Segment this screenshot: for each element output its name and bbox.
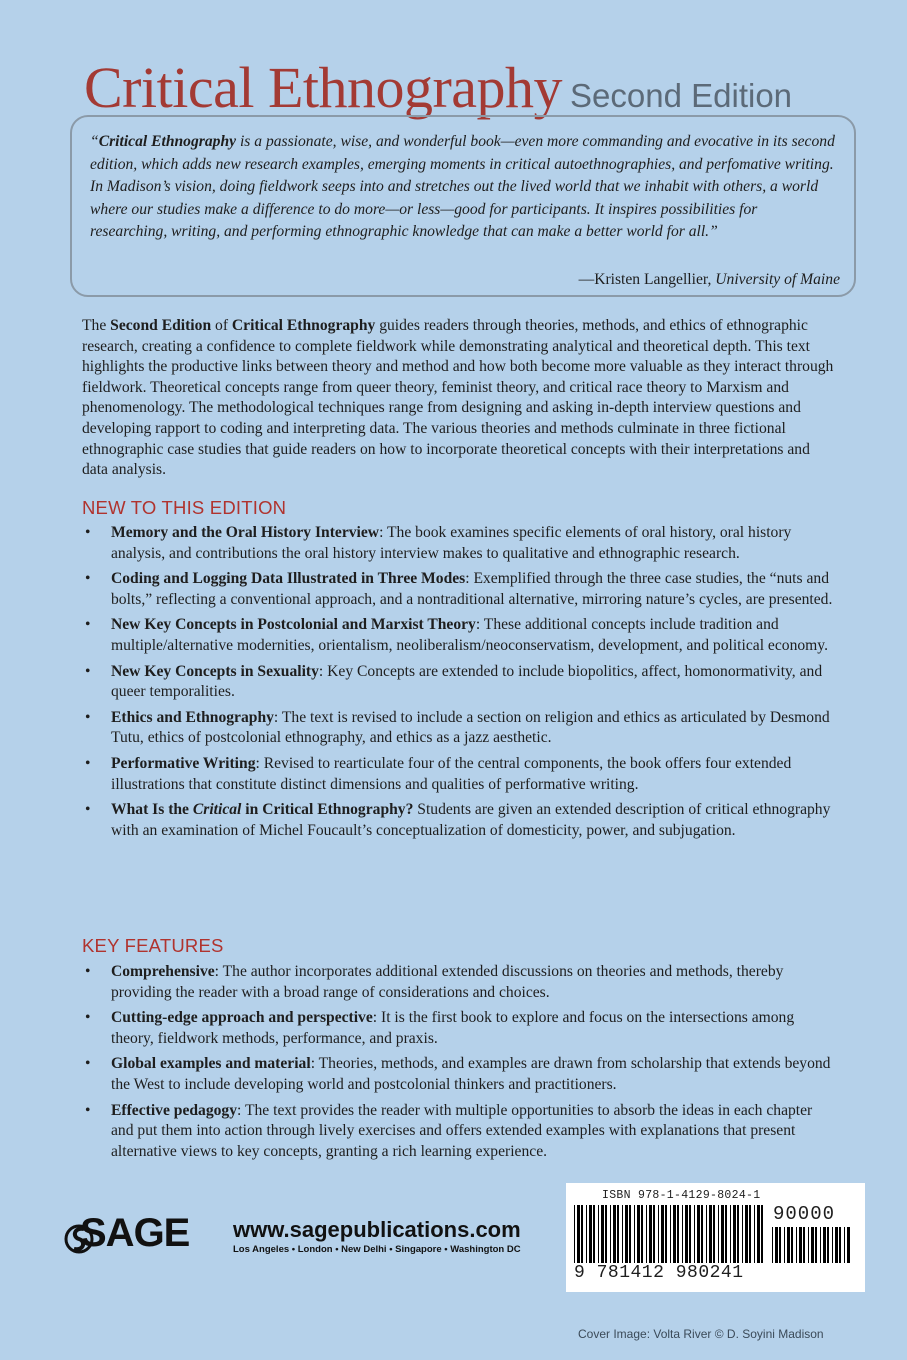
endorsement-quote (90, 131, 838, 244)
barcode-bar (661, 1205, 664, 1263)
new-edition-heading: NEW TO THIS EDITION (82, 497, 287, 518)
barcode-bar (577, 1205, 580, 1263)
barcode-bar (808, 1227, 809, 1263)
list-item (82, 1008, 834, 1049)
book-title (84, 54, 792, 121)
barcode-bar (589, 1205, 592, 1263)
item-title: Cutting-edge approach and perspective (111, 1009, 373, 1027)
barcode-bar (713, 1205, 715, 1263)
barcode-bar (811, 1227, 814, 1263)
list-item (82, 615, 834, 656)
item-text: : The author incorporates additional extended discussions on theories and methods, thereby providing the reader with a broad range of considerations and choices. (111, 963, 784, 1001)
intro-text: guides readers through theories, methods, and ethics of ethnographic research, creating a confidence to complete fieldwork while demonstrating analytical and theoretical depth. This text highlights the productive links between theory and method and how both become more valuable as they interact through fieldwork. Theoretical concepts range from queer theory, feminist theory, and critical race theory to Marxism and phenomenology. The methodological techniques range from designing and asking in-depth interview questions and developing rapport to coding and interpreting data. The various theories and methods culminate in three fictional ethnographic case studies that guide readers on how to incorporate theoretical concepts with their interpretations and data analysis. (82, 317, 834, 479)
barcode-bar (598, 1205, 599, 1263)
item-title-italic: Critical (192, 801, 242, 819)
barcode-bar (637, 1205, 640, 1263)
barcode-bar (820, 1227, 821, 1263)
barcode-bar (622, 1205, 623, 1263)
title-edition: Second Edition (570, 77, 793, 114)
barcode-bar (625, 1205, 628, 1263)
barcode-bar (641, 1205, 643, 1263)
barcode-bar (775, 1227, 778, 1263)
bullet: • (85, 524, 91, 541)
barcode-bar (737, 1205, 739, 1263)
barcode-bar (839, 1227, 841, 1263)
item-title: Effective pedagogy (111, 1101, 238, 1119)
item-title (111, 801, 413, 818)
barcode-bar (832, 1227, 833, 1263)
list-item (82, 754, 834, 795)
barcode-bar (761, 1205, 763, 1263)
quote-body: is a passionate, wise, and wonderful book—even more commanding and evocative in its second edition, which adds new research examples, emerging moments in critical autoethnographies, and perfomative writing. In Madison’s vision, doing fieldwork seeps into and stretches out the lived world that we inhabit with others, a world where our studies make a difference to do more—or less—good for participants. It inspires possibilities for researching, writing, and performing ethnographic knowledge that can make a better world for all.” (90, 133, 835, 241)
intro-text: The (82, 317, 111, 334)
item-text: : Exemplified through the three case studies, the “nuts and bolts,” reflecting a conventional approach, and a nontraditional alternative, mirroring nature’s cycles, are presented. (111, 570, 833, 608)
item-text: : These additional concepts include tradition and multiple/alternative modernities, orientalism, neoliberalism/neoconservatism, development, and political economy. (111, 616, 828, 654)
item-title: Ethics and Ethnography (111, 708, 274, 726)
attribution-affiliation: University of Maine (715, 271, 840, 288)
item-text: Students are given an extended description of critical ethnography with an examination of Michel Foucault’s conceptualization of domesticity, power, and subjugation. (111, 801, 831, 839)
isbn-label: ISBN 978-1-4129-8024-1 (602, 1189, 761, 1202)
barcode-bar (574, 1205, 575, 1263)
barcode-bar (685, 1205, 688, 1263)
item-title: Coding and Logging Data Illustrated in Three Modes (111, 570, 466, 588)
item-text: : Theories, methods, and examples are drawn from scholarship that extends beyond the West to include developing world and postcolonial thinkers and practitioners. (111, 1055, 831, 1093)
barcode-bar (754, 1205, 755, 1263)
barcode-bar (634, 1205, 635, 1263)
item-title: Performative Writing (111, 754, 256, 772)
list-item (82, 800, 834, 841)
barcode-bar (665, 1205, 667, 1263)
item-title: Comprehensive (111, 963, 215, 980)
barcode-bar (677, 1205, 679, 1263)
intro-bold: Second Edition (110, 317, 212, 334)
barcode-bar (796, 1227, 797, 1263)
barcode-bar (673, 1205, 676, 1263)
barcode-bar (653, 1205, 655, 1263)
barcode-bar (689, 1205, 691, 1263)
key-features-heading: KEY FEATURES (82, 935, 224, 956)
item-text: : Key Concepts are extended to include biopolitics, affect, homonormativity, and queer temporalities. (111, 662, 823, 701)
item-title-part: What Is the (111, 801, 193, 819)
publisher-name: SAGE (80, 1211, 190, 1255)
barcode-bar (697, 1205, 700, 1263)
item-text: : The book examines specific elements of oral history, oral history analysis, and contributions the oral history interview makes to qualitative and ethnographic research. (111, 524, 792, 562)
item-text: : The text is revised to include a section on religion and ethics as articulated by Desmond Tutu, ethics of postcolonial ethnography, and ethics as a jazz aesthetic. (111, 708, 830, 747)
price-barcode-icon (772, 1227, 852, 1265)
list-item (82, 1054, 834, 1095)
barcode-bar (827, 1227, 829, 1263)
attribution-name: —Kristen Langellier, (578, 271, 716, 288)
barcode-bar (844, 1227, 845, 1263)
barcode-bar (733, 1205, 736, 1263)
barcode-bar (745, 1205, 748, 1263)
barcode-bar (799, 1227, 802, 1263)
barcode-bar (742, 1205, 743, 1263)
item-text: : It is the first book to explore and focus on the intersections among theory, fieldwork methods, performance, and praxis. (111, 1009, 795, 1047)
list-item (82, 523, 834, 564)
barcode-bar (835, 1227, 838, 1263)
barcode-bar (694, 1205, 695, 1263)
barcode-bar (803, 1227, 805, 1263)
title-main: Critical Ethnography (84, 55, 563, 120)
barcode-bar (787, 1227, 790, 1263)
bullet: • (85, 570, 91, 588)
isbn-barcode (566, 1183, 865, 1292)
item-title: Memory and the Oral History Interview (111, 524, 380, 541)
barcode-bar (617, 1205, 619, 1263)
barcode-bar (784, 1227, 785, 1263)
barcode-bar (670, 1205, 671, 1263)
barcode-bar (757, 1205, 760, 1263)
cover-credit: Cover Image: Volta River © D. Soyini Madison (578, 1327, 824, 1341)
bullet: • (85, 1009, 91, 1027)
item-title: New Key Concepts in Postcolonial and Marxist Theory (111, 616, 476, 634)
barcode-bar (815, 1227, 817, 1263)
barcode-bar (709, 1205, 712, 1263)
barcode-bar (823, 1227, 826, 1263)
item-title-part: in Critical Ethnography? (241, 801, 414, 819)
barcode-bar (610, 1205, 611, 1263)
barcode-bar (601, 1205, 604, 1263)
endorsement-box (70, 115, 856, 297)
quote-open-mark: “ (90, 133, 99, 150)
publisher-cities: Los Angeles • London • New Delhi • Singapore • Washington DC (233, 1244, 521, 1255)
bullet: • (85, 1101, 91, 1119)
list-item (82, 569, 834, 610)
list-item (82, 962, 834, 1003)
bullet: • (85, 754, 91, 772)
item-title: New Key Concepts in Sexuality (111, 662, 319, 680)
isbn-digits: 9 781412 980241 (574, 1263, 744, 1283)
key-features-list (82, 962, 834, 1167)
quote-book-title: Critical Ethnography (98, 133, 237, 150)
barcode-bar (605, 1205, 607, 1263)
bullet: • (85, 801, 91, 819)
publisher-url[interactable]: www.sagepublications.com (233, 1217, 521, 1242)
barcode-bar (725, 1205, 727, 1263)
barcode-bar (581, 1205, 583, 1263)
new-edition-list (82, 523, 834, 846)
barcode-bar (749, 1205, 751, 1263)
barcode-bar (646, 1205, 647, 1263)
barcode-bar (721, 1205, 724, 1263)
bullet: • (85, 616, 91, 634)
bullet: • (85, 1055, 91, 1073)
intro-bold: Critical Ethnography (231, 317, 376, 334)
barcode-bar (658, 1205, 659, 1263)
item-text: : Revised to rearticulate four of the central components, the book offers four extended illustrations that constitute distinct dimensions and qualities of performative writing. (111, 754, 792, 793)
intro-text: of (211, 317, 232, 334)
bullet: • (85, 963, 91, 980)
barcode-bar (791, 1227, 793, 1263)
list-item (82, 662, 834, 703)
list-item (82, 708, 834, 749)
intro-paragraph (82, 316, 834, 481)
barcode-bar (629, 1205, 631, 1263)
barcode-bar (730, 1205, 731, 1263)
list-item (82, 1101, 834, 1163)
item-title: Global examples and material (111, 1055, 311, 1073)
endorsement-attribution (579, 271, 840, 289)
barcode-bar (649, 1205, 652, 1263)
barcode-bar (613, 1205, 616, 1263)
barcode-bars-icon (574, 1205, 764, 1265)
bullet: • (85, 708, 91, 726)
barcode-bar (706, 1205, 707, 1263)
barcode-bar (586, 1205, 587, 1263)
barcode-bar (772, 1227, 773, 1263)
barcode-bar (718, 1205, 719, 1263)
barcode-bar (682, 1205, 683, 1263)
bullet: • (85, 662, 91, 680)
barcode-bar (847, 1227, 850, 1263)
item-text: : The text provides the reader with multiple opportunities to absorb the ideas in each chapter and put them into action through lively exercises and offers extended examples with explanations that present alternative views to key concepts, granting a rich learning experience. (111, 1101, 813, 1160)
barcode-bar (593, 1205, 595, 1263)
barcode-bar (779, 1227, 781, 1263)
barcode-bar (701, 1205, 703, 1263)
price-code: 90000 (773, 1203, 836, 1225)
